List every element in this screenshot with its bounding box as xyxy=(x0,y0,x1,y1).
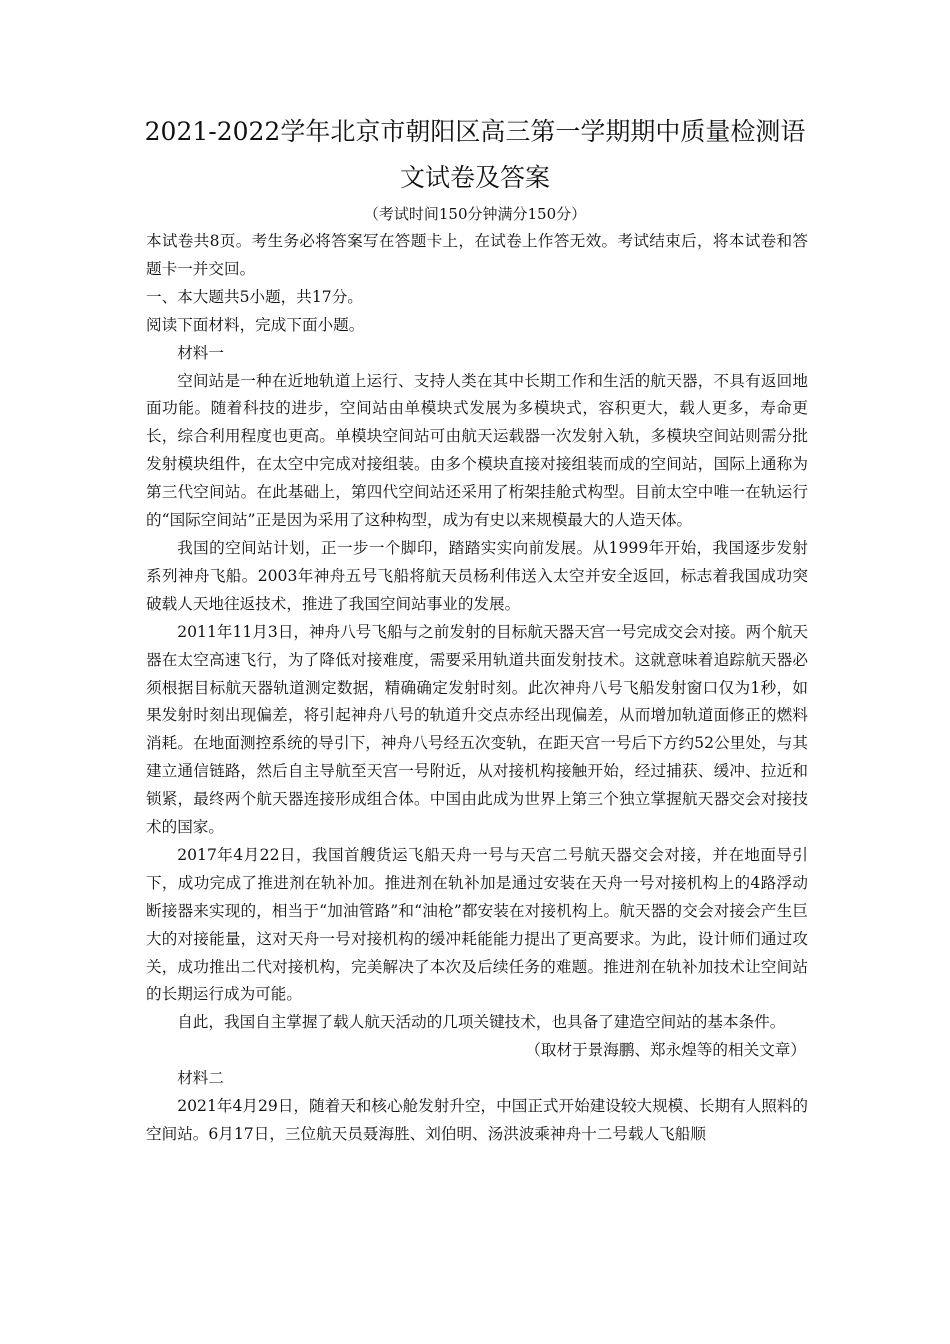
material2-paragraph: 2021年4月29日，随着天和核心舱发射升空，中国正式开始建设较大规模、长期有人照料的空间站。6月17日，三位航天员聂海胜、刘伯明、汤洪波乘神舟十二号载人飞船顺 xyxy=(146,1097,809,1143)
material1-label: 材料一 xyxy=(177,343,224,362)
document-title-line1: 2021-2022学年北京市朝阳区高三第一学期期中质量检测语 xyxy=(144,117,806,146)
material1-paragraph: 我国的空间站计划，正一步一个脚印，踏踏实实向前发展。从1999年开始，我国逐步发射系列神舟飞船。2003年神舟五号飞船将航天员杨利伟送入太空并安全返回，标志着我国成功突破载人天地往返技术，推进了我国空间站事业的发展。 xyxy=(146,538,808,613)
document-title-line2: 文试卷及答案 xyxy=(399,163,550,192)
reading-prompt: 阅读下面材料，完成下面小题。 xyxy=(146,315,365,334)
material1-source: （取材于景海鹏、郑永煌等的相关文章） xyxy=(525,1041,806,1060)
section-heading: 一、本大题共5小题，共17分。 xyxy=(146,287,363,306)
document-body xyxy=(146,228,808,1149)
material1-paragraph: 2011年11月3日，神舟八号飞船与之前发射的目标航天器天宫一号完成交会对接。两个航天器在太空高速飞行，为了降低对接难度，需要采用轨道共面发射技术。这就意味着追踪航天器必须根据目标航天器轨道测定数据，精确确定发射时刻。此次神舟八号飞船发射窗口仅为1秒，如果发射时刻出现偏差，将引起神舟八号的轨道升交点赤经出现偏差，从而增加轨道面修正的燃料消耗。在地面测控系统的导引下，神舟八号经五次变轨，在距天宫一号后下方约52公里处，与其建立通信链路，然后自主导航至天宫一号附近，从对接机构接触开始，经过捕获、缓冲、拉近和锁紧，最终两个航天器连接形成组合体。中国由此成为世界上第三个独立掌握航天器交会对接技术的国家。 xyxy=(146,622,809,837)
material1-paragraph: 自此，我国自主掌握了载人航天活动的几项关键技术，也具备了建造空间站的基本条件。 xyxy=(177,1013,786,1032)
material2-label: 材料二 xyxy=(177,1069,224,1088)
material1-paragraph: 2017年4月22日，我国首艘货运飞船天舟一号与天宫二号航天器交会对接，并在地面导引下，成功完成了推进剂在轨补加。推进剂在轨补加是通过安装在天舟一号对接机构上的4路浮动断接器来实现的，相当于“加油管路”和“油枪”都安装在对接机构上。航天器的交会对接会产生巨大的对接能量，这对天舟一号对接机构的缓冲耗能能力提出了更高要求。为此，设计师们通过攻关，成功推出二代对接机构，完美解决了本次及后续任务的难题。推进剂在轨补加技术让空间站的长期运行成为可能。 xyxy=(146,845,808,1004)
material1-paragraph: 空间站是一种在近地轨道上运行、支持人类在其中长期工作和生活的航天器，不具有返回地面功能。随着科技的进步，空间站由单模块式发展为多模块式，容积更大，载人更多，寿命更长，综合利用程度也更高。单模块空间站可由航天运载器一次发射入轨，多模块空间站则需分批发射模块组件，在太空中完成对接组装。由多个模块直接对接组装而成的空间站，国际上通称为第三代空间站。在此基础上，第四代空间站还采用了桁架挂舱式构型。目前太空中唯一在轨运行的“国际空间站”正是因为采用了这种构型，成为有史以来规模最大的人造天体。 xyxy=(146,371,808,530)
exam-time-note: （考试时间150分钟满分150分） xyxy=(363,205,587,223)
instructions: 本试卷共8页。考生务必将答案写在答题卡上，在试卷上作答无效。考试结束后，将本试卷和答题卡一并交回。 xyxy=(146,232,808,278)
